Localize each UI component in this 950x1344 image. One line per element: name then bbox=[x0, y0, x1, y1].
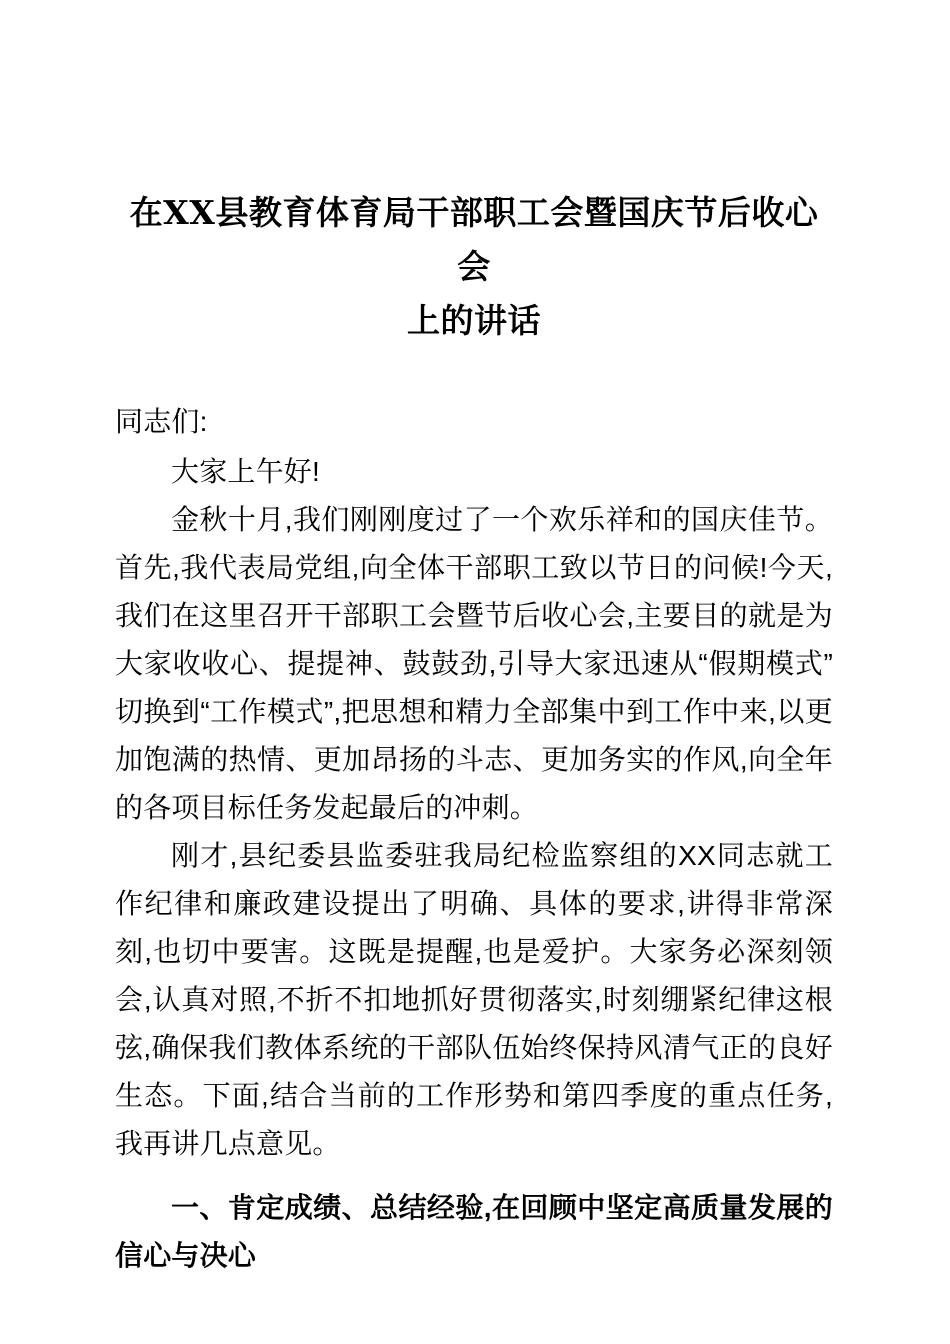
document-title-line-1: 在XX县教育体育局干部职工会暨国庆节后收心会 bbox=[129, 193, 819, 286]
paragraph-discipline-remarks: 刚才,县纪委县监委驻我局纪检监察组的XX同志就工作纪律和廉政建设提出了明确、具体的要求,讲得非常深刻,也切中要害。这既是提醒,也是爱护。大家务必深刻领会,认真对照,不折不扣地抓好贯彻落实,时刻绷紧纪律这根弦,确保我们教体系统的干部队伍始终保持风清气正的良好生态。下面,结合当前的工作形势和第四季度的重点任务,我再讲几点意见。 bbox=[115, 840, 833, 1159]
paragraph-greeting: 大家上午好! bbox=[171, 456, 320, 487]
salutation: 同志们: bbox=[115, 406, 208, 437]
document-content-column bbox=[115, 0, 833, 1280]
document-title bbox=[115, 0, 833, 348]
paragraph-opening-remarks: 金秋十月,我们刚刚度过了一个欢乐祥和的国庆佳节。首先,我代表局党组,向全体干部职工致以节日的问候!今天,我们在这里召开干部职工会暨节后收心会,主要目的就是为大家收收心、提提神、鼓鼓劲,引导大家迅速从“假期模式”切换到“工作模式”,把思想和精力全部集中到工作中来,以更加饱满的热情、更加昂扬的斗志、更加务实的作风,向全年的各项目标任务发起最后的冲刺。 bbox=[115, 504, 833, 823]
section-heading-one: 一、肯定成绩、总结经验,在回顾中坚定高质量发展的信心与决心 bbox=[115, 1192, 833, 1271]
document-title-line-2: 上的讲话 bbox=[407, 301, 541, 340]
